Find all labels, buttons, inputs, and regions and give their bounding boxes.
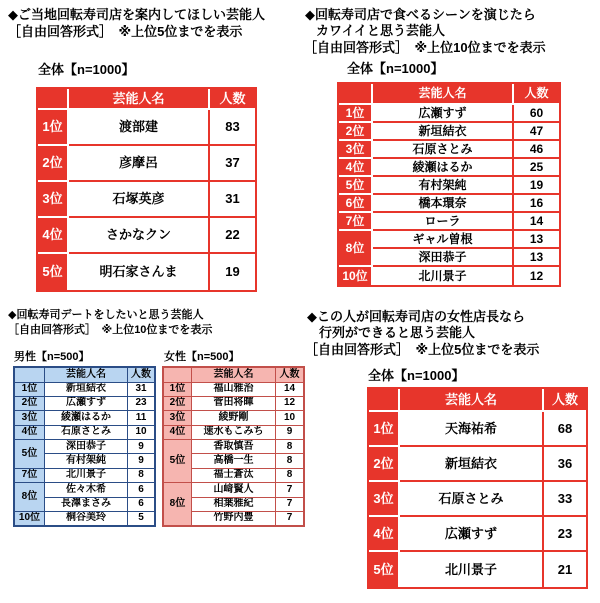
name-cell: 桐谷美玲 [44,512,127,526]
rank-cell: 10位 [14,512,44,526]
rank-cell: 10位 [339,267,373,285]
count-cell: 46 [514,141,559,159]
rank-cell: 5位 [14,440,44,469]
rank-cell: 5位 [339,177,373,195]
group-label-kawaii: 全体【n=1000】 [347,61,444,76]
name-cell: 広瀬すず [373,105,514,123]
name-cell: 福山雅治 [191,382,275,396]
count-cell: 9 [128,440,155,454]
name-cell: 高橋一生 [191,454,275,468]
count-cell: 6 [128,497,155,511]
corner-cell [339,84,373,105]
rank-cell: 4位 [163,425,191,439]
name-cell: 菅田将暉 [191,396,275,410]
section-title-guide-line1: ◆ご当地回転寿司店を案内してほしい芸能人 [8,7,265,22]
name-cell: さかなクン [69,218,210,254]
count-cell: 19 [514,177,559,195]
table-row [339,177,559,195]
col-header-name: 芸能人名 [400,389,544,412]
count-cell: 11 [128,411,155,425]
name-cell: 石原さとみ [44,425,127,439]
section-title-manager-line2: 行列ができると思う芸能人 [319,325,476,340]
count-cell: 8 [276,440,304,454]
table-row [339,231,559,249]
table-row [339,195,559,213]
rank-cell: 1位 [339,105,373,123]
col-header-count: 人数 [276,367,304,382]
rank-cell: 1位 [163,382,191,396]
count-cell: 7 [276,497,304,511]
section-title-date-line1: ◆回転寿司デートをしたいと思う芸能人 [8,309,204,321]
group-label-manager: 全体【n=1000】 [368,368,465,383]
count-cell: 7 [276,512,304,526]
table-row [14,512,155,526]
count-cell: 9 [128,454,155,468]
count-cell: 14 [276,382,304,396]
rank-cell: 5位 [369,552,400,587]
col-header-name: 芸能人名 [44,367,127,382]
table-row [163,440,304,454]
section-title-kawaii-line2: カワイイと思う芸能人 [316,23,445,38]
count-cell: 12 [514,267,559,285]
name-cell: 竹野内豊 [191,512,275,526]
name-cell: ローラ [373,213,514,231]
count-cell: 9 [276,425,304,439]
count-cell: 8 [128,468,155,482]
group-label-guide: 全体【n=1000】 [38,62,135,77]
table-row [369,552,586,587]
corner-cell [38,89,69,110]
count-cell: 60 [514,105,559,123]
table-header-row [339,84,559,105]
table-row [369,412,586,447]
count-cell: 8 [276,468,304,482]
name-cell: 新垣結衣 [400,447,544,482]
count-cell: 8 [276,454,304,468]
name-cell: 速水もこみち [191,425,275,439]
count-cell: 83 [210,110,255,146]
count-cell: 6 [128,483,155,497]
rank-cell: 2位 [38,146,69,182]
rank-cell: 2位 [163,396,191,410]
count-cell: 12 [276,396,304,410]
count-cell: 10 [276,411,304,425]
table-date-male [13,366,156,527]
rank-cell: 5位 [38,254,69,290]
name-cell: 橋本環奈 [373,195,514,213]
col-header-count: 人数 [128,367,155,382]
name-cell: 北川景子 [44,468,127,482]
table-row [38,254,255,290]
rank-cell: 6位 [339,195,373,213]
name-cell: 広瀬すず [44,396,127,410]
count-cell: 31 [128,382,155,396]
rank-cell: 1位 [369,412,400,447]
name-cell: 山﨑賢人 [191,483,275,497]
section-title-manager-line3: ［自由回答形式］ ※上位5位までを表示 [305,342,540,357]
section-title-kawaii-line3: ［自由回答形式］ ※上位10位までを表示 [304,40,546,55]
table-row [163,411,304,425]
name-cell: 北川景子 [373,267,514,285]
table-guide [36,87,257,292]
count-cell: 25 [514,159,559,177]
name-cell: 明石家さんま [69,254,210,290]
col-header-name: 芸能人名 [69,89,210,110]
table-row [369,447,586,482]
name-cell: ギャル曽根 [373,231,514,249]
name-cell: 長澤まさみ [44,497,127,511]
table-row [38,110,255,146]
name-cell: 有村架純 [373,177,514,195]
table-row [339,123,559,141]
table-row [14,382,155,396]
group-label-female: 女性【n=500】 [164,351,240,363]
rank-cell: 8位 [163,483,191,526]
table-row [38,182,255,218]
name-cell: 綾瀬はるか [373,159,514,177]
col-header-count: 人数 [544,389,586,412]
corner-cell [369,389,400,412]
name-cell: 石原さとみ [400,482,544,517]
name-cell: 渡部建 [69,110,210,146]
name-cell: 福士蒼汰 [191,468,275,482]
table-row [14,425,155,439]
table-header-row [163,367,304,382]
rank-cell: 3位 [369,482,400,517]
count-cell: 36 [544,447,586,482]
rank-cell: 3位 [163,411,191,425]
table-row [163,425,304,439]
rank-cell: 4位 [38,218,69,254]
count-cell: 37 [210,146,255,182]
table-date-female [162,366,305,527]
name-cell: 香取慎吾 [191,440,275,454]
table-header-row [38,89,255,110]
table-row [38,218,255,254]
rank-cell: 3位 [38,182,69,218]
table-row [369,482,586,517]
name-cell: 綾瀬はるか [44,411,127,425]
section-title-manager-line1: ◆この人が回転寿司店の女性店長なら [307,309,525,324]
col-header-count: 人数 [210,89,255,110]
rank-cell: 8位 [14,483,44,512]
count-cell: 21 [544,552,586,587]
section-title-date-line2: ［自由回答形式］ ※上位10位までを表示 [8,324,213,336]
rank-cell: 2位 [369,447,400,482]
table-row [339,213,559,231]
count-cell: 23 [544,517,586,552]
table-manager [367,387,588,589]
count-cell: 33 [544,482,586,517]
name-cell: 深田恭子 [373,249,514,267]
table-header-row [369,389,586,412]
table-kawaii [337,82,561,287]
table-row [38,146,255,182]
rank-cell: 1位 [14,382,44,396]
rank-cell: 5位 [163,440,191,483]
count-cell: 13 [514,231,559,249]
col-header-name: 芸能人名 [373,84,514,105]
table-row [339,105,559,123]
count-cell: 16 [514,195,559,213]
rank-cell: 2位 [339,123,373,141]
table-row [339,159,559,177]
table-header-row [14,367,155,382]
count-cell: 14 [514,213,559,231]
name-cell: 彦摩呂 [69,146,210,182]
count-cell: 31 [210,182,255,218]
table-row [14,468,155,482]
count-cell: 47 [514,123,559,141]
section-title-kawaii-line1: ◆回転寿司店で食べるシーンを演じたら [305,7,536,22]
table-row [14,483,155,497]
rank-cell: 4位 [14,425,44,439]
name-cell: 新垣結衣 [373,123,514,141]
count-cell: 10 [128,425,155,439]
table-row [163,382,304,396]
section-title-guide-line2: ［自由回答形式］ ※上位5位までを表示 [8,24,243,39]
name-cell: 広瀬すず [400,517,544,552]
table-row [339,267,559,285]
corner-cell [14,367,44,382]
group-label-male: 男性【n=500】 [14,351,90,363]
table-row [369,517,586,552]
rank-cell: 4位 [369,517,400,552]
rank-cell: 3位 [14,411,44,425]
table-row [14,411,155,425]
name-cell: 石原さとみ [373,141,514,159]
name-cell: 佐々木希 [44,483,127,497]
count-cell: 23 [128,396,155,410]
name-cell: 綾野剛 [191,411,275,425]
col-header-count: 人数 [514,84,559,105]
count-cell: 5 [128,512,155,526]
rank-cell: 2位 [14,396,44,410]
count-cell: 13 [514,249,559,267]
count-cell: 19 [210,254,255,290]
rank-cell: 3位 [339,141,373,159]
name-cell: 相葉雅紀 [191,497,275,511]
col-header-name: 芸能人名 [191,367,275,382]
rank-cell: 4位 [339,159,373,177]
name-cell: 深田恭子 [44,440,127,454]
rank-cell: 8位 [339,231,373,267]
table-row [339,141,559,159]
name-cell: 石塚英彦 [69,182,210,218]
name-cell: 新垣結衣 [44,382,127,396]
corner-cell [163,367,191,382]
table-row [14,396,155,410]
name-cell: 天海祐希 [400,412,544,447]
count-cell: 68 [544,412,586,447]
count-cell: 7 [276,483,304,497]
count-cell: 22 [210,218,255,254]
rank-cell: 1位 [38,110,69,146]
name-cell: 北川景子 [400,552,544,587]
rank-cell: 7位 [339,213,373,231]
rank-cell: 7位 [14,468,44,482]
table-row [163,483,304,497]
table-row [14,440,155,454]
name-cell: 有村架純 [44,454,127,468]
table-row [163,396,304,410]
